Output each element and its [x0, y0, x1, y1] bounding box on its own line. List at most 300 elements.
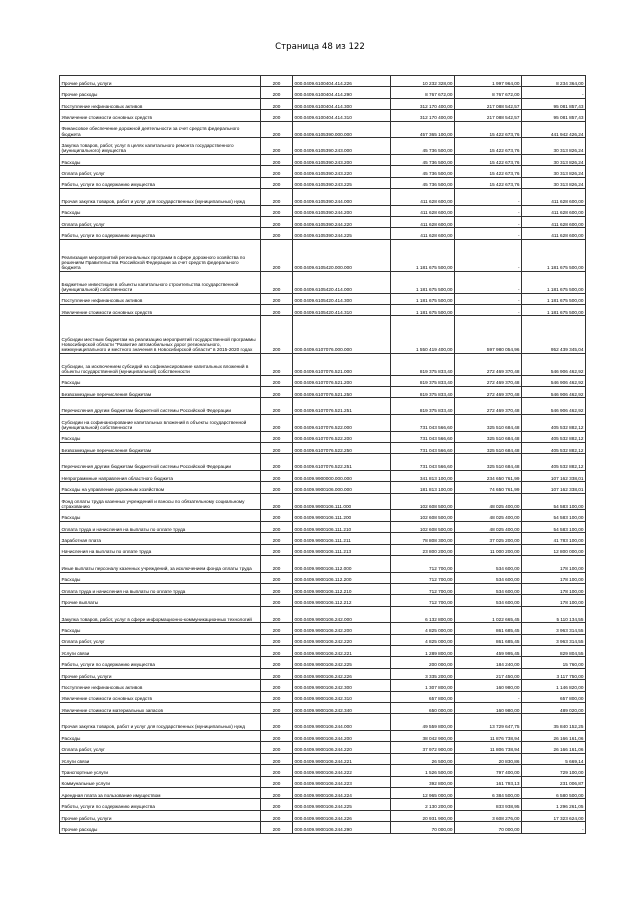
cell-name: Увеличение стоимости основных средств [60, 691, 261, 702]
cell-line-code: 200 [261, 121, 293, 138]
cell-line-code: 200 [261, 583, 293, 594]
table-row [60, 776, 586, 787]
cell-name: Оплата работ, услуг [60, 634, 261, 645]
cell-line-code: 200 [261, 703, 293, 714]
cell-approved-amount: 1 526 500,00 [391, 765, 455, 776]
cell-budget-classification-code: 000.0409.9900000.000.000 [293, 470, 391, 481]
table-row [60, 76, 586, 87]
cell-budget-classification-code: 000.0409.6107076.522.000 [293, 415, 391, 432]
cell-executed-amount: 325 510 684,48 [455, 443, 522, 454]
cell-approved-amount: 731 043 566,60 [391, 443, 455, 454]
cell-executed-amount: 15 422 673,76 [455, 177, 522, 188]
cell-budget-classification-code: 000.0409.9900106.242.000 [293, 606, 391, 623]
table-row [60, 623, 586, 634]
cell-executed-amount: 217 088 542,57 [455, 110, 522, 121]
cell-budget-classification-code: 000.0409.9900106.112.212 [293, 595, 391, 606]
cell-approved-amount: 12 965 000,00 [391, 787, 455, 798]
cell-name: Поступление нефинансовых активов [60, 293, 261, 304]
cell-budget-classification-code: 000.0409.9900106.112.210 [293, 583, 391, 594]
cell-remaining-amount: 95 081 857,43 [522, 110, 586, 121]
cell-executed-amount: 160 980,00 [455, 703, 522, 714]
cell-line-code: 200 [261, 470, 293, 481]
table-row [60, 138, 586, 155]
table-row [60, 228, 586, 239]
cell-remaining-amount: 26 166 161,06 [522, 742, 586, 753]
cell-executed-amount: 272 469 370,48 [455, 353, 522, 375]
cell-budget-classification-code: 000.0409.6100404.414.300 [293, 98, 391, 109]
cell-executed-amount: 325 510 684,48 [455, 415, 522, 432]
cell-approved-amount: 341 813 100,00 [391, 470, 455, 481]
cell-line-code: 200 [261, 680, 293, 691]
cell-line-code: 200 [261, 431, 293, 442]
cell-executed-amount: 20 830,86 [455, 753, 522, 764]
cell-name: Расходы [60, 205, 261, 216]
table-row [60, 216, 586, 227]
cell-remaining-amount: 30 313 826,24 [522, 166, 586, 177]
table-row [60, 470, 586, 481]
cell-name: Расходы [60, 431, 261, 442]
cell-name: Работы, услуги по содержанию имущества [60, 799, 261, 810]
cell-name: Расходы [60, 731, 261, 742]
cell-line-code: 200 [261, 742, 293, 753]
cell-remaining-amount: 1 296 261,05 [522, 799, 586, 810]
cell-remaining-amount: 411 628 600,00 [522, 188, 586, 205]
cell-budget-classification-code: 000.0409.9900106.244.226 [293, 810, 391, 821]
cell-approved-amount: 411 628 600,00 [391, 205, 455, 216]
cell-line-code: 200 [261, 87, 293, 98]
table-row [60, 87, 586, 98]
cell-name: Поступление нефинансовых активов [60, 680, 261, 691]
cell-line-code: 200 [261, 177, 293, 188]
cell-approved-amount: 457 365 100,00 [391, 121, 455, 138]
table-row [60, 810, 586, 821]
cell-name: Работы, услуги по содержанию имущества [60, 228, 261, 239]
cell-remaining-amount: 3 117 750,00 [522, 668, 586, 679]
cell-remaining-amount: 178 100,00 [522, 555, 586, 572]
cell-line-code: 200 [261, 205, 293, 216]
cell-remaining-amount: 54 583 100,00 [522, 493, 586, 510]
table-row [60, 415, 586, 432]
table-row [60, 239, 586, 271]
cell-budget-classification-code: 000.0409.9900106.244.221 [293, 753, 391, 764]
cell-line-code: 200 [261, 634, 293, 645]
cell-approved-amount: 731 043 566,60 [391, 415, 455, 432]
cell-budget-classification-code: 000.0409.6107076.521.250 [293, 387, 391, 398]
cell-line-code: 200 [261, 216, 293, 227]
cell-remaining-amount: 1 146 820,00 [522, 680, 586, 691]
cell-remaining-amount: - [522, 822, 586, 833]
cell-line-code: 200 [261, 166, 293, 177]
cell-budget-classification-code: 000.0409.9900106.242.221 [293, 646, 391, 657]
cell-remaining-amount: 231 006,87 [522, 776, 586, 787]
cell-approved-amount: 312 170 400,00 [391, 98, 455, 109]
cell-name: Финансовое обеспечение дорожной деятельности за счет средств федерального бюджета [60, 121, 261, 138]
cell-approved-amount: 819 375 833,40 [391, 353, 455, 375]
cell-budget-classification-code: 000.0409.6105390.243.220 [293, 166, 391, 177]
cell-line-code: 200 [261, 415, 293, 432]
cell-executed-amount: - [455, 216, 522, 227]
cell-budget-classification-code: 000.0409.9900106.244.223 [293, 776, 391, 787]
cell-name: Оплата работ, услуг [60, 166, 261, 177]
cell-executed-amount: 48 025 400,00 [455, 493, 522, 510]
cell-name: Прочие расходы [60, 87, 261, 98]
table-row [60, 316, 586, 353]
cell-line-code: 200 [261, 606, 293, 623]
cell-remaining-amount: 8 234 364,00 [522, 76, 586, 87]
cell-budget-classification-code: 000.0409.6105420.414.300 [293, 293, 391, 304]
cell-executed-amount: 534 600,00 [455, 595, 522, 606]
cell-approved-amount: 411 628 600,00 [391, 216, 455, 227]
cell-remaining-amount: 411 628 600,00 [522, 216, 586, 227]
cell-executed-amount: 74 650 761,99 [455, 482, 522, 493]
table-row [60, 293, 586, 304]
cell-name: Расходы [60, 623, 261, 634]
cell-remaining-amount: 546 906 462,92 [522, 375, 586, 386]
cell-budget-classification-code: 000.0409.9900106.242.220 [293, 634, 391, 645]
cell-remaining-amount: 952 439 345,04 [522, 316, 586, 353]
cell-remaining-amount: 411 628 600,00 [522, 205, 586, 216]
table-row [60, 822, 586, 833]
table-row [60, 595, 586, 606]
cell-executed-amount: 6 384 500,00 [455, 787, 522, 798]
cell-approved-amount: 45 736 500,00 [391, 166, 455, 177]
page-number-header: Страница 48 из 122 [275, 42, 365, 52]
table-row [60, 482, 586, 493]
cell-remaining-amount: 1 181 675 500,00 [522, 293, 586, 304]
cell-budget-classification-code: 000.0409.6107076.522.250 [293, 443, 391, 454]
table-row [60, 98, 586, 109]
cell-budget-classification-code: 000.0409.9900106.112.000 [293, 555, 391, 572]
cell-approved-amount: 1 181 675 500,00 [391, 239, 455, 271]
table-row [60, 121, 586, 138]
cell-executed-amount: 459 995,45 [455, 646, 522, 657]
cell-approved-amount: 102 608 500,00 [391, 510, 455, 521]
cell-approved-amount: 38 042 900,00 [391, 731, 455, 742]
cell-name: Оплата труда и начисления на выплаты по оплате труда [60, 583, 261, 594]
cell-budget-classification-code: 000.0409.6107076.521.200 [293, 375, 391, 386]
cell-remaining-amount: 178 100,00 [522, 583, 586, 594]
cell-name: Расходы [60, 375, 261, 386]
cell-name: Услуги связи [60, 753, 261, 764]
cell-executed-amount: 11 000 200,00 [455, 544, 522, 555]
cell-budget-classification-code: 000.0409.9900106.111.200 [293, 510, 391, 521]
cell-executed-amount: 325 510 684,48 [455, 454, 522, 471]
cell-approved-amount: 26 500,00 [391, 753, 455, 764]
cell-remaining-amount: 546 906 462,92 [522, 387, 586, 398]
cell-name: Заработная плата [60, 533, 261, 544]
cell-name: Транспортные услуги [60, 765, 261, 776]
cell-executed-amount: - [455, 271, 522, 293]
cell-name: Перечисления другим бюджетам бюджетной системы Российской Федерации [60, 398, 261, 415]
cell-approved-amount: 819 375 833,40 [391, 375, 455, 386]
cell-approved-amount: 10 232 328,00 [391, 76, 455, 87]
cell-line-code: 200 [261, 668, 293, 679]
cell-executed-amount: 534 600,00 [455, 555, 522, 572]
cell-remaining-amount: 3 963 314,55 [522, 634, 586, 645]
cell-executed-amount: - [455, 305, 522, 316]
table-body [60, 76, 586, 834]
cell-remaining-amount: 546 906 462,92 [522, 398, 586, 415]
cell-name: Увеличение стоимости основных средств [60, 110, 261, 121]
cell-budget-classification-code: 000.0409.9900106.244.224 [293, 787, 391, 798]
cell-line-code: 200 [261, 521, 293, 532]
cell-line-code: 200 [261, 375, 293, 386]
table-row [60, 188, 586, 205]
cell-line-code: 200 [261, 555, 293, 572]
cell-approved-amount: 712 700,00 [391, 583, 455, 594]
cell-line-code: 200 [261, 510, 293, 521]
cell-remaining-amount: 441 942 426,24 [522, 121, 586, 138]
cell-name: Безвозмездные перечисления бюджетам [60, 387, 261, 398]
cell-line-code: 200 [261, 753, 293, 764]
table-row [60, 353, 586, 375]
table-row [60, 387, 586, 398]
cell-approved-amount: 312 170 400,00 [391, 110, 455, 121]
cell-budget-classification-code: 000.0409.9900106.242.200 [293, 623, 391, 634]
cell-approved-amount: 411 628 600,00 [391, 228, 455, 239]
cell-executed-amount: - [455, 691, 522, 702]
cell-budget-classification-code: 000.0409.6105390.243.200 [293, 154, 391, 165]
cell-name: Субсидии, за исключением субсидий на софинансирование капитальных вложений в объекты государственной (муниципальной) собственности [60, 353, 261, 375]
cell-line-code: 200 [261, 765, 293, 776]
table-row [60, 572, 586, 583]
cell-name: Прочие работы, услуги [60, 668, 261, 679]
cell-budget-classification-code: 000.0409.6105390.244.225 [293, 228, 391, 239]
cell-line-code: 200 [261, 76, 293, 87]
cell-remaining-amount: 5 110 134,55 [522, 606, 586, 623]
cell-approved-amount: 657 800,00 [391, 691, 455, 702]
cell-budget-classification-code: 000.0409.6105390.243.225 [293, 177, 391, 188]
cell-name: Закупка товаров, работ, услуг в сфере информационно-коммуникационных технологий [60, 606, 261, 623]
table-row [60, 166, 586, 177]
cell-remaining-amount: 54 583 100,00 [522, 510, 586, 521]
cell-remaining-amount: 1 181 675 500,00 [522, 305, 586, 316]
table-row [60, 799, 586, 810]
table-row [60, 375, 586, 386]
cell-executed-amount: 15 422 673,76 [455, 166, 522, 177]
cell-budget-classification-code: 000.0409.6105420.414.000 [293, 271, 391, 293]
cell-executed-amount: 160 980,00 [455, 680, 522, 691]
cell-name: Прочие выплаты [60, 595, 261, 606]
cell-budget-classification-code: 000.0409.6105390.244.000 [293, 188, 391, 205]
cell-line-code: 200 [261, 239, 293, 271]
cell-line-code: 200 [261, 646, 293, 657]
cell-approved-amount: 102 608 500,00 [391, 521, 455, 532]
table-row [60, 680, 586, 691]
table-row [60, 657, 586, 668]
cell-executed-amount: 272 469 370,48 [455, 398, 522, 415]
cell-line-code: 200 [261, 776, 293, 787]
cell-remaining-amount: 729 100,00 [522, 765, 586, 776]
cell-line-code: 200 [261, 657, 293, 668]
table-row [60, 765, 586, 776]
cell-name: Перечисления другим бюджетам бюджетной системы Российской Федерации [60, 454, 261, 471]
cell-budget-classification-code: 000.0409.6107076.521.000 [293, 353, 391, 375]
cell-executed-amount: - [455, 188, 522, 205]
table-row [60, 521, 586, 532]
cell-approved-amount: 392 800,00 [391, 776, 455, 787]
cell-approved-amount: 200 000,00 [391, 657, 455, 668]
cell-line-code: 200 [261, 316, 293, 353]
cell-executed-amount: 184 240,00 [455, 657, 522, 668]
cell-approved-amount: 49 559 800,00 [391, 714, 455, 731]
cell-budget-classification-code: 000.0409.6100404.414.310 [293, 110, 391, 121]
cell-approved-amount: 819 375 833,40 [391, 398, 455, 415]
cell-budget-classification-code: 000.0409.9900106.111.210 [293, 521, 391, 532]
cell-approved-amount: 712 700,00 [391, 595, 455, 606]
cell-executed-amount: 15 422 673,76 [455, 138, 522, 155]
cell-budget-classification-code: 000.0409.9900106.244.222 [293, 765, 391, 776]
cell-remaining-amount: 405 532 882,12 [522, 415, 586, 432]
cell-line-code: 200 [261, 799, 293, 810]
cell-executed-amount: 15 422 673,76 [455, 121, 522, 138]
cell-approved-amount: 4 825 000,00 [391, 634, 455, 645]
cell-executed-amount: - [455, 239, 522, 271]
cell-line-code: 200 [261, 544, 293, 555]
cell-line-code: 200 [261, 623, 293, 634]
cell-name: Бюджетные инвестиции в объекты капитального строительства государственной (муниципальной) собственности [60, 271, 261, 293]
cell-line-code: 200 [261, 454, 293, 471]
table-row [60, 742, 586, 753]
cell-name: Поступление нефинансовых активов [60, 98, 261, 109]
table-row [60, 493, 586, 510]
table-row [60, 544, 586, 555]
cell-line-code: 200 [261, 482, 293, 493]
cell-executed-amount: 48 025 400,00 [455, 510, 522, 521]
cell-line-code: 200 [261, 533, 293, 544]
table-row [60, 154, 586, 165]
cell-budget-classification-code: 000.0409.6100404.414.226 [293, 76, 391, 87]
cell-remaining-amount: 12 800 000,00 [522, 544, 586, 555]
cell-remaining-amount: 26 166 161,06 [522, 731, 586, 742]
table-row [60, 510, 586, 521]
cell-remaining-amount: 95 081 857,43 [522, 98, 586, 109]
cell-name: Увеличение стоимости материальных запасов [60, 703, 261, 714]
cell-executed-amount: 3 608 276,00 [455, 810, 522, 821]
cell-remaining-amount: 107 162 338,01 [522, 470, 586, 481]
cell-executed-amount: 861 685,45 [455, 623, 522, 634]
table-row [60, 431, 586, 442]
cell-remaining-amount: 41 783 100,00 [522, 533, 586, 544]
cell-approved-amount: 731 043 566,60 [391, 454, 455, 471]
cell-executed-amount: 234 650 761,99 [455, 470, 522, 481]
table-row [60, 555, 586, 572]
cell-remaining-amount: 6 580 500,00 [522, 787, 586, 798]
cell-budget-classification-code: 000.0409.6105420.000.000 [293, 239, 391, 271]
cell-budget-classification-code: 000.0409.9900106.242.300 [293, 680, 391, 691]
table-row [60, 177, 586, 188]
cell-remaining-amount: 405 532 882,12 [522, 431, 586, 442]
cell-line-code: 200 [261, 810, 293, 821]
table-row [60, 271, 586, 293]
cell-remaining-amount: 5 669,14 [522, 753, 586, 764]
cell-approved-amount: 23 800 200,00 [391, 544, 455, 555]
cell-remaining-amount: 30 313 826,24 [522, 154, 586, 165]
cell-executed-amount: 11 806 738,94 [455, 742, 522, 753]
table-row [60, 668, 586, 679]
cell-executed-amount: 15 422 673,76 [455, 154, 522, 165]
cell-remaining-amount: 829 804,55 [522, 646, 586, 657]
cell-name: Прочие работы, услуги [60, 810, 261, 821]
cell-name: Арендная плата за пользование имуществом [60, 787, 261, 798]
cell-name: Безвозмездные перечисления бюджетам [60, 443, 261, 454]
cell-executed-amount: 597 980 054,96 [455, 316, 522, 353]
cell-remaining-amount: 17 323 624,00 [522, 810, 586, 821]
cell-name: Реализация мероприятий региональных программ в сфере дорожного хозяйства по решениям Правительства Российской Федерации за счет средств федерального бюджета [60, 239, 261, 271]
cell-approved-amount: 2 130 200,00 [391, 799, 455, 810]
cell-approved-amount: 1 181 675 500,00 [391, 271, 455, 293]
cell-budget-classification-code: 000.0409.6105390.000.000 [293, 121, 391, 138]
cell-name: Начисления на выплаты по оплате труда [60, 544, 261, 555]
table-row [60, 583, 586, 594]
cell-budget-classification-code: 000.0409.9900106.244.220 [293, 742, 391, 753]
cell-budget-classification-code: 000.0409.6105390.243.000 [293, 138, 391, 155]
cell-approved-amount: 650 000,00 [391, 703, 455, 714]
table-row [60, 731, 586, 742]
cell-executed-amount: 1 022 665,45 [455, 606, 522, 623]
cell-approved-amount: 819 375 833,40 [391, 387, 455, 398]
cell-line-code: 200 [261, 443, 293, 454]
cell-executed-amount: 272 469 370,48 [455, 375, 522, 386]
cell-executed-amount: 325 510 684,48 [455, 431, 522, 442]
cell-name: Услуги связи [60, 646, 261, 657]
cell-budget-classification-code: 000.0409.9900106.111.000 [293, 493, 391, 510]
cell-remaining-amount: 546 906 462,92 [522, 353, 586, 375]
cell-line-code: 200 [261, 572, 293, 583]
cell-executed-amount: 272 469 370,48 [455, 387, 522, 398]
cell-approved-amount: 4 825 000,00 [391, 623, 455, 634]
cell-executed-amount: 8 767 672,00 [455, 87, 522, 98]
table-row [60, 606, 586, 623]
cell-approved-amount: 20 931 900,00 [391, 810, 455, 821]
cell-executed-amount: 534 600,00 [455, 583, 522, 594]
cell-line-code: 200 [261, 98, 293, 109]
cell-remaining-amount: 35 840 152,25 [522, 714, 586, 731]
cell-approved-amount: 37 972 900,00 [391, 742, 455, 753]
cell-budget-classification-code: 000.0409.9900106.242.340 [293, 703, 391, 714]
cell-budget-classification-code: 000.0409.9900106.242.225 [293, 657, 391, 668]
cell-budget-classification-code: 000.0409.6107076.521.251 [293, 398, 391, 415]
cell-approved-amount: 6 132 800,00 [391, 606, 455, 623]
cell-approved-amount: 1 307 800,00 [391, 680, 455, 691]
cell-budget-classification-code: 000.0409.9900106.242.226 [293, 668, 391, 679]
cell-name: Прочая закупка товаров, работ и услуг для государственных (муниципальных) нужд [60, 714, 261, 731]
table-row [60, 110, 586, 121]
cell-line-code: 200 [261, 731, 293, 742]
cell-approved-amount: 1 289 800,00 [391, 646, 455, 657]
cell-budget-classification-code: 000.0409.6105390.244.200 [293, 205, 391, 216]
cell-remaining-amount: - [522, 87, 586, 98]
table-row [60, 691, 586, 702]
cell-line-code: 200 [261, 493, 293, 510]
cell-line-code: 200 [261, 271, 293, 293]
cell-executed-amount: - [455, 228, 522, 239]
cell-line-code: 200 [261, 595, 293, 606]
cell-executed-amount: 37 025 200,00 [455, 533, 522, 544]
cell-approved-amount: 3 335 200,00 [391, 668, 455, 679]
table-row [60, 753, 586, 764]
table-row [60, 714, 586, 731]
cell-executed-amount: 11 876 738,94 [455, 731, 522, 742]
cell-budget-classification-code: 000.0409.6107076.000.000 [293, 316, 391, 353]
cell-remaining-amount: 178 100,00 [522, 572, 586, 583]
cell-budget-classification-code: 000.0409.9900106.111.213 [293, 544, 391, 555]
cell-line-code: 200 [261, 353, 293, 375]
cell-budget-classification-code: 000.0409.6100404.414.290 [293, 87, 391, 98]
cell-name: Оплата труда и начисления на выплаты по оплате труда [60, 521, 261, 532]
cell-executed-amount: 833 938,95 [455, 799, 522, 810]
cell-name: Оплата работ, услуг [60, 216, 261, 227]
